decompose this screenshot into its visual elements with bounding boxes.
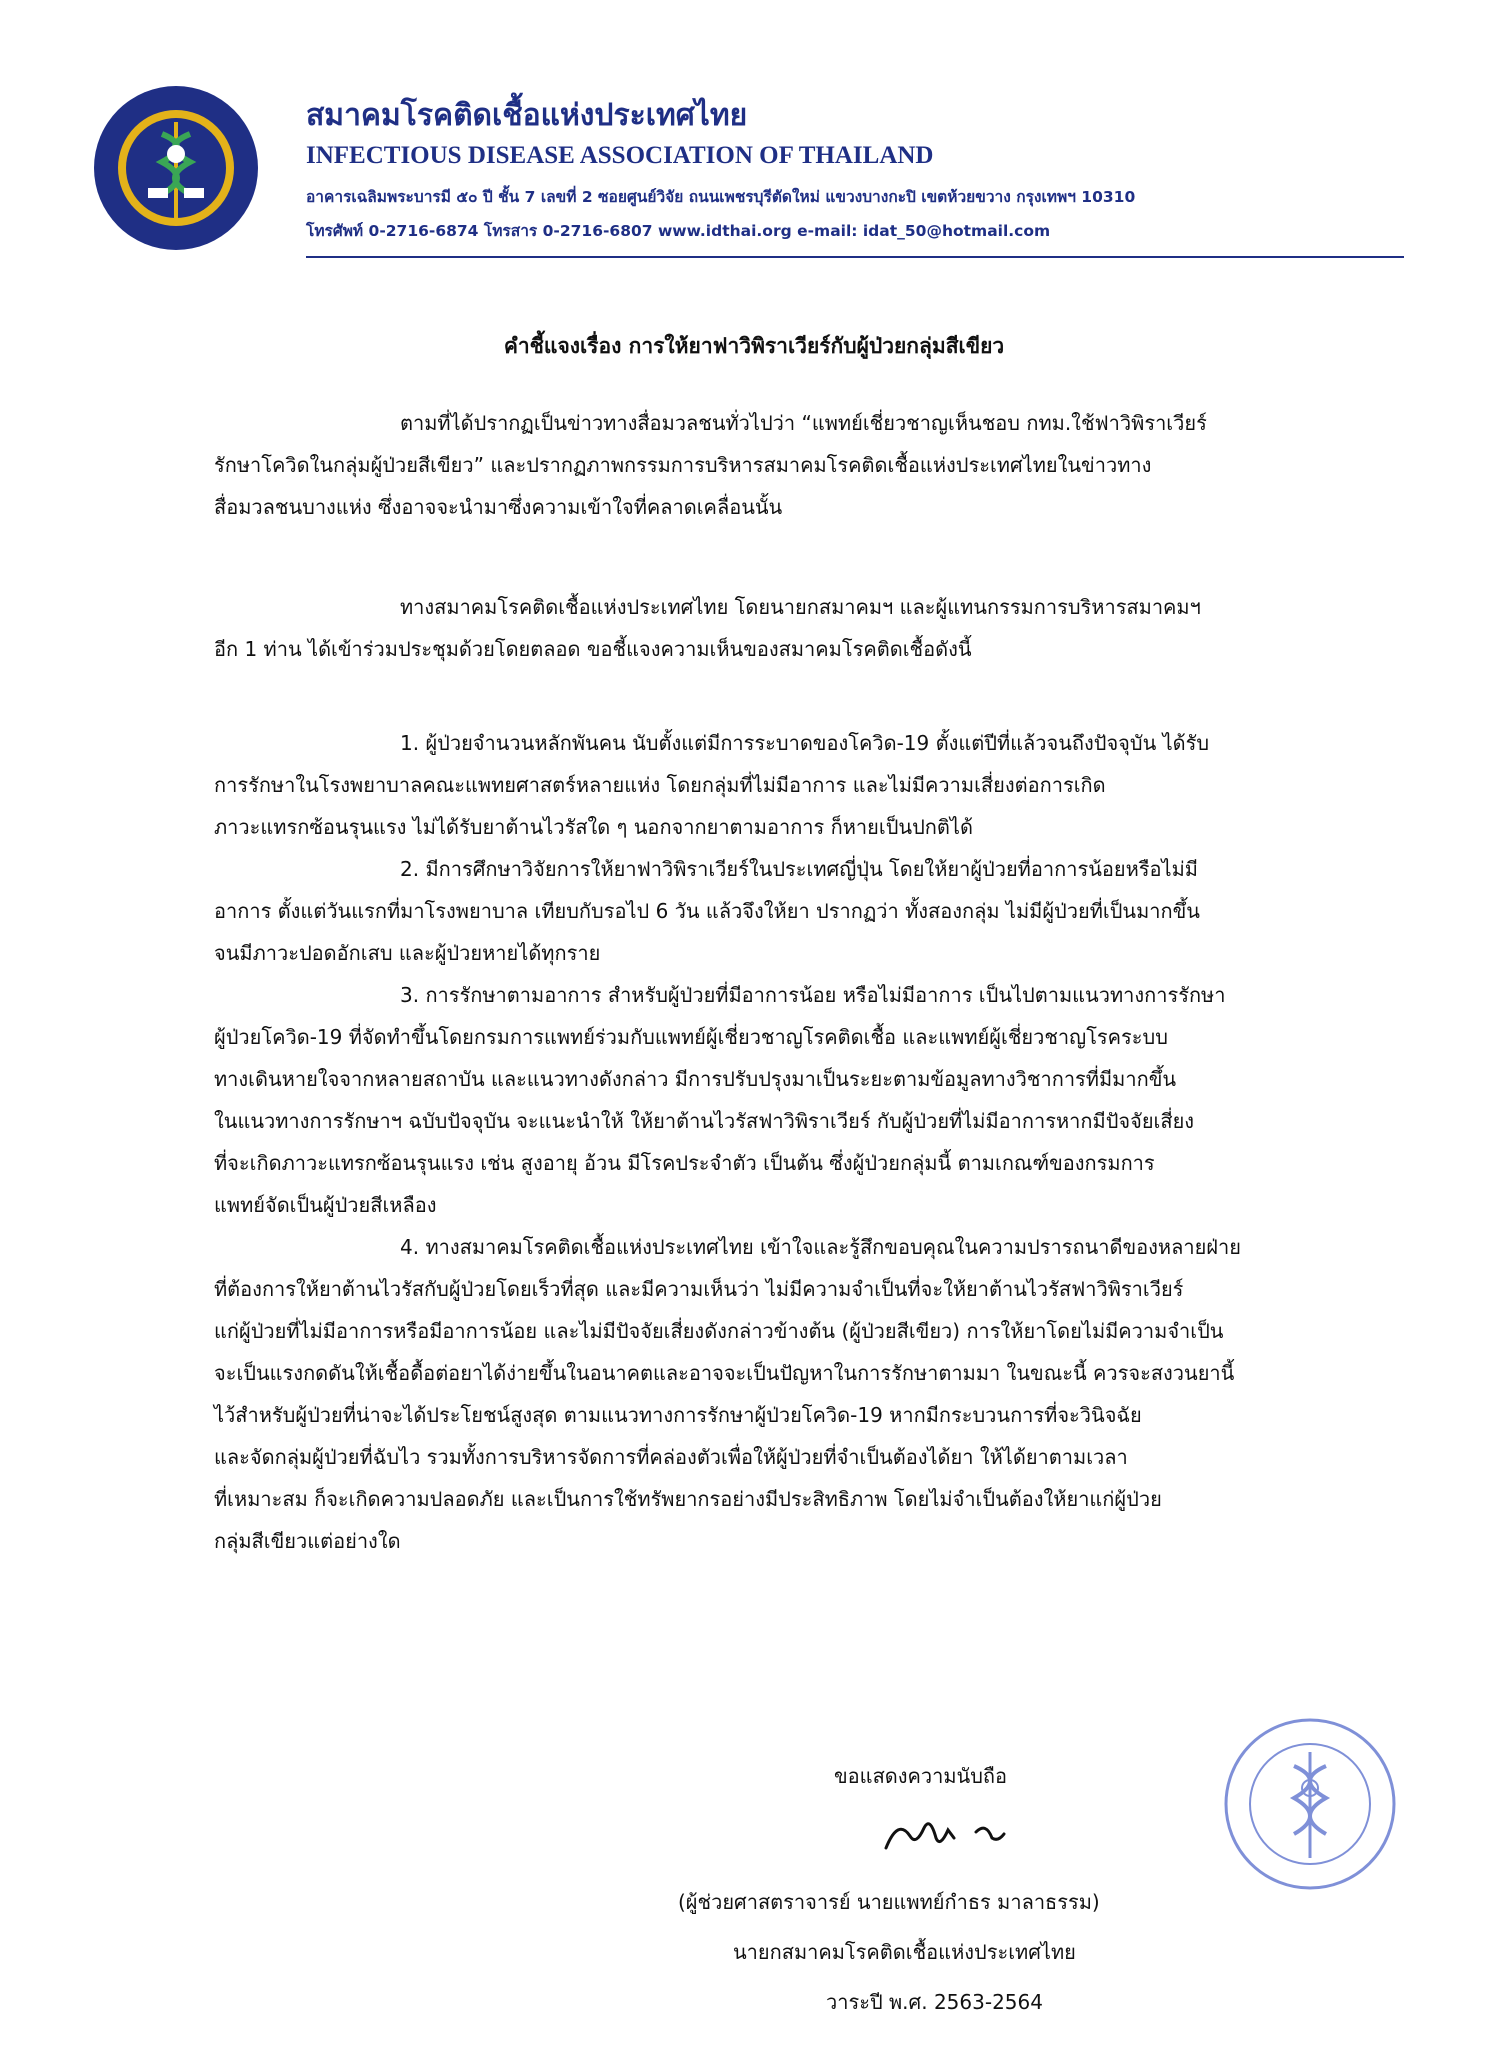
paragraph-line: ตามที่ได้ปรากฏเป็นข่าวทางสื่อมวลชนทั่วไปว่า “แพทย์เชี่ยวชาญเห็นชอบ กทม.ใช้ฟาวิพิราเวียร์ bbox=[400, 411, 1207, 435]
signature-icon bbox=[880, 1808, 1010, 1858]
paragraph-line: และจัดกลุ่มผู้ป่วยที่ฉับไว รวมทั้งการบริหารจัดการที่คล่องตัวเพื่อให้ผู้ป่วยที่จำเป็นต้องได้ยา ให้ได้ยาตามเวลา bbox=[214, 1445, 1128, 1469]
association-stamp-icon bbox=[1222, 1716, 1398, 1892]
paragraph-line: แพทย์จัดเป็นผู้ป่วยสีเหลือง bbox=[214, 1193, 437, 1217]
paragraph-line: อีก 1 ท่าน ได้เข้าร่วมประชุมด้วยโดยตลอด ขอชี้แจงความเห็นของสมาคมโรคติดเชื้อดังนี้ bbox=[214, 637, 972, 661]
paragraph-line: 2. มีการศึกษาวิจัยการให้ยาฟาวิพิราเวียร์ในประเทศญี่ปุ่น โดยให้ยาผู้ป่วยที่อาการน้อยหรือไม่มี bbox=[400, 857, 1198, 881]
body-paragraph bbox=[214, 848, 1364, 974]
signer-name: (ผู้ช่วยศาสตราจารย์ นายแพทย์กำธร มาลาธรรม) bbox=[678, 1890, 1100, 1914]
body-paragraph bbox=[214, 1226, 1364, 1562]
paragraph-line: ผู้ป่วยโควิด-19 ที่จัดทำขึ้นโดยกรมการแพทย์ร่วมกับแพทย์ผู้เชี่ยวชาญโรคติดเชื้อ และแพทย์ผู้เชี่ยวชาญโรคระบบ bbox=[214, 1025, 1168, 1049]
association-name-thai: สมาคมโรคติดเชื้อแห่งประเทศไทย bbox=[306, 98, 748, 133]
paragraph-line: ทางเดินหายใจจากหลายสถาบัน และแนวทางดังกล่าว มีการปรับปรุงมาเป็นระยะตามข้อมูลทางวิชาการที่มีมากขึ้น bbox=[214, 1067, 1177, 1091]
paragraph-line: สื่อมวลชนบางแห่ง ซึ่งอาจจะนำมาซึ่งความเข้าใจที่คลาดเคลื่อนนั้น bbox=[214, 495, 783, 519]
paragraph-line: ทางสมาคมโรคติดเชื้อแห่งประเทศไทย โดยนายกสมาคมฯ และผู้แทนกรรมการบริหารสมาคมฯ bbox=[400, 595, 1201, 619]
paragraph-line: ที่จะเกิดภาวะแทรกซ้อนรุนแรง เช่น สูงอายุ อ้วน มีโรคประจำตัว เป็นต้น ซึ่งผู้ป่วยกลุ่มนี้ ตามเกณฑ์ของกรมการ bbox=[214, 1151, 1155, 1175]
paragraph-line: ในแนวทางการรักษาฯ ฉบับปัจจุบัน จะแนะนำให้ ให้ยาต้านไวรัสฟาวิพิราเวียร์ กับผู้ป่วยที่ไม่มีอาการหากมีปัจจัยเสี่ยง bbox=[214, 1109, 1195, 1133]
paragraph-line: ไว้สำหรับผู้ป่วยที่น่าจะได้ประโยชน์สูงสุด ตามแนวทางการรักษาผู้ป่วยโควิด-19 หากมีกระบวนการที่จะวินิจฉัย bbox=[214, 1403, 1142, 1427]
signer-term: วาระปี พ.ศ. 2563-2564 bbox=[826, 1990, 1043, 2014]
closing-salutation: ขอแสดงความนับถือ bbox=[834, 1764, 1008, 1788]
paragraph-line: 4. ทางสมาคมโรคติดเชื้อแห่งประเทศไทย เข้าใจและรู้สึกขอบคุณในความปรารถนาดีของหลายฝ่าย bbox=[400, 1235, 1241, 1259]
paragraph-line: รักษาโควิดในกลุ่มผู้ป่วยสีเขียว” และปรากฏภาพกรรมการบริหารสมาคมโรคติดเชื้อแห่งประเทศไทยในข่าวทาง bbox=[214, 453, 1152, 477]
paragraph-line: กลุ่มสีเขียวแต่อย่างใด bbox=[214, 1529, 401, 1553]
paragraph-line: 1. ผู้ป่วยจำนวนหลักพันคน นับตั้งแต่มีการระบาดของโควิด-19 ตั้งแต่ปีที่แล้วจนถึงปัจจุบัน ได้รับ bbox=[400, 731, 1210, 755]
body-paragraph bbox=[214, 402, 1364, 528]
signer-position: นายกสมาคมโรคติดเชื้อแห่งประเทศไทย bbox=[733, 1940, 1076, 1964]
association-logo-icon bbox=[92, 84, 260, 252]
association-name-english: INFECTIOUS DISEASE ASSOCIATION OF THAILAND bbox=[306, 142, 934, 169]
paragraph-line: อาการ ตั้งแต่วันแรกที่มาโรงพยาบาล เทียบกับรอไป 6 วัน แล้วจึงให้ยา ปรากฏว่า ทั้งสองกลุ่ม ไม่มีผู้ป่วยที่เป็นมากขึ้น bbox=[214, 899, 1200, 923]
paragraph-line: ที่เหมาะสม ก็จะเกิดความปลอดภัย และเป็นการใช้ทรัพยากรอย่างมีประสิทธิภาพ โดยไม่จำเป็นต้องให้ยาแก่ผู้ป่วย bbox=[214, 1487, 1162, 1511]
paragraph-line: ภาวะแทรกซ้อนรุนแรง ไม่ได้รับยาต้านไวรัสใด ๆ นอกจากยาตามอาการ ก็หายเป็นปกติได้ bbox=[214, 815, 973, 839]
paragraph-line: จนมีภาวะปอดอักเสบ และผู้ป่วยหายได้ทุกราย bbox=[214, 941, 601, 965]
paragraph-line: ที่ต้องการให้ยาต้านไวรัสกับผู้ป่วยโดยเร็วที่สุด และมีความเห็นว่า ไม่มีความจำเป็นที่จะให้ยาต้านไวรัสฟาวิพิราเวียร์ bbox=[214, 1277, 1184, 1301]
body-paragraph bbox=[214, 974, 1364, 1226]
document-title: คำชี้แจงเรื่อง การให้ยาฟาวิพิราเวียร์กับผู้ป่วยกลุ่มสีเขียว bbox=[503, 334, 1005, 358]
paragraph-line: การรักษาในโรงพยาบาลคณะแพทยศาสตร์หลายแห่ง โดยกลุ่มที่ไม่มีอาการ และไม่มีความเสี่ยงต่อการเกิด bbox=[214, 773, 1106, 797]
association-address: อาคารเฉลิมพระบารมี ๕๐ ปี ชั้น 7 เลขที่ 2 ซอยศูนย์วิจัย ถนนเพชรบุรีตัดใหม่ แขวงบางกะปิ เขตห้วยขวาง กรุงเทพฯ 10310 bbox=[306, 188, 1136, 206]
paragraph-line: จะเป็นแรงกดดันให้เชื้อดื้อต่อยาได้ง่ายขึ้นในอนาคตและอาจจะเป็นปัญหาในการรักษาตามมา ในขณะนี้ ควรจะสงวนยานี้ bbox=[214, 1361, 1235, 1385]
header-divider bbox=[306, 256, 1404, 258]
body-paragraph bbox=[214, 586, 1364, 670]
body-paragraph bbox=[214, 722, 1364, 848]
association-contact: โทรศัพท์ 0-2716-6874 โทรสาร 0-2716-6807 www.idthai.org e-mail: idat_50@hotmail.com bbox=[306, 222, 1051, 240]
paragraph-line: 3. การรักษาตามอาการ สำหรับผู้ป่วยที่มีอาการน้อย หรือไม่มีอาการ เป็นไปตามแนวทางการรักษา bbox=[400, 983, 1226, 1007]
paragraph-line: แก่ผู้ป่วยที่ไม่มีอาการหรือมีอาการน้อย และไม่มีปัจจัยเสี่ยงดังกล่าวข้างต้น (ผู้ป่วยสีเขียว) การให้ยาโดยไม่มีความจำเป็น bbox=[214, 1319, 1224, 1343]
